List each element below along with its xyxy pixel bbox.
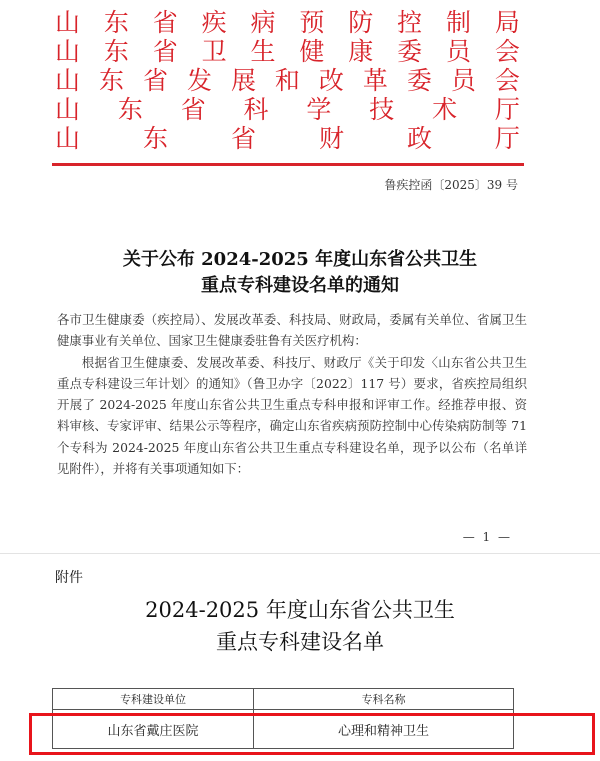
agency-char: 改 — [318, 65, 344, 95]
page-number: — 1 — — [462, 530, 512, 544]
agency-char: 山 — [55, 123, 81, 153]
agency-char: 山 — [55, 94, 81, 124]
agency-char: 健 — [299, 36, 325, 66]
addressee-paragraph: 各市卫生健康委（疾控局）、发展改革委、科技局、财政局，委属有关单位、省属卫生健康事业有关单位、国家卫生健康委驻鲁有关医疗机构： — [57, 312, 527, 349]
agency-char: 发 — [186, 65, 212, 95]
body-paragraph: 根据省卫生健康委、发展改革委、科技厅、财政厅《关于印发〈山东省公共卫生重点专科建设三年计划〉的通知》（鲁卫办字〔2022〕117 号）要求，省疾控局组织开展了 2024-2025 年度山东省公共卫生重点专科申报和评审工作。经推荐申报、资料审核、专家评审、结果公示等程序，确定山东省疾病预防控制中心传染病防制等 71 个专科为 2024-2025 年度山东省公共卫生重点专科建设名单，现予以公布（名单详见附件），并将有关事项通知如下： — [57, 354, 527, 477]
agency-char: 展 — [230, 65, 256, 95]
agency-char: 东 — [142, 123, 168, 153]
agency-char: 东 — [103, 7, 129, 37]
red-header-rule — [52, 163, 524, 166]
notice-title-line2: 重点专科建设名单的通知 — [201, 275, 399, 296]
agency-char: 会 — [494, 36, 520, 66]
agency-char: 东 — [117, 94, 143, 124]
agency-char: 东 — [98, 65, 124, 95]
agency-char: 技 — [369, 94, 395, 124]
agency-char: 委 — [397, 36, 423, 66]
agency-char: 控 — [397, 7, 423, 37]
agency-char: 员 — [450, 65, 476, 95]
agency-char: 会 — [494, 65, 520, 95]
agency-char: 省 — [152, 36, 178, 66]
agency-char: 革 — [362, 65, 388, 95]
agency-char: 预 — [299, 7, 325, 37]
agency-char: 政 — [406, 123, 432, 153]
agency-char: 省 — [180, 94, 206, 124]
agency-char: 财 — [318, 123, 344, 153]
notice-title-line1: 关于公布 2024-2025 年度山东省公共卫生 — [122, 249, 478, 270]
agency-char: 科 — [243, 94, 269, 124]
attachment-title-line1: 2024-2025 年度山东省公共卫生 — [145, 598, 455, 622]
agency-name — [55, 93, 520, 122]
document-number: 鲁疾控函〔2025〕39 号 — [384, 178, 518, 192]
agency-char: 病 — [250, 7, 276, 37]
agency-char: 厅 — [494, 123, 520, 153]
agency-char: 学 — [306, 94, 332, 124]
agency-char: 局 — [494, 7, 520, 37]
agency-char: 山 — [55, 7, 81, 37]
agency-char: 防 — [348, 7, 374, 37]
agency-char: 山 — [55, 65, 81, 95]
highlight-box — [29, 713, 595, 755]
column-header-specialty: 专科名称 — [254, 689, 514, 710]
page-divider — [0, 553, 600, 554]
agency-char: 山 — [55, 36, 81, 66]
agency-char: 省 — [142, 65, 168, 95]
agency-char: 制 — [446, 7, 472, 37]
agency-char: 省 — [230, 123, 256, 153]
attachment-label: 附件 — [55, 570, 83, 586]
cell-specialty: 心理和精神卫生 — [254, 710, 514, 749]
agency-char: 疾 — [201, 7, 227, 37]
agency-char: 委 — [406, 65, 432, 95]
agency-name — [55, 122, 520, 151]
table-header-row — [53, 689, 514, 710]
agency-char: 厅 — [494, 94, 520, 124]
agency-char: 卫 — [201, 36, 227, 66]
agency-char: 生 — [250, 36, 276, 66]
notice-body — [57, 309, 527, 479]
attachment-title-line2: 重点专科建设名单 — [216, 630, 384, 654]
agency-char: 术 — [432, 94, 458, 124]
issuing-agencies — [55, 6, 520, 151]
agency-char: 东 — [103, 36, 129, 66]
agency-char: 康 — [348, 36, 374, 66]
column-header-unit: 专科建设单位 — [53, 689, 254, 710]
agency-char: 员 — [446, 36, 472, 66]
agency-char: 和 — [274, 65, 300, 95]
agency-char: 省 — [152, 7, 178, 37]
cell-unit: 山东省戴庄医院 — [53, 710, 254, 749]
